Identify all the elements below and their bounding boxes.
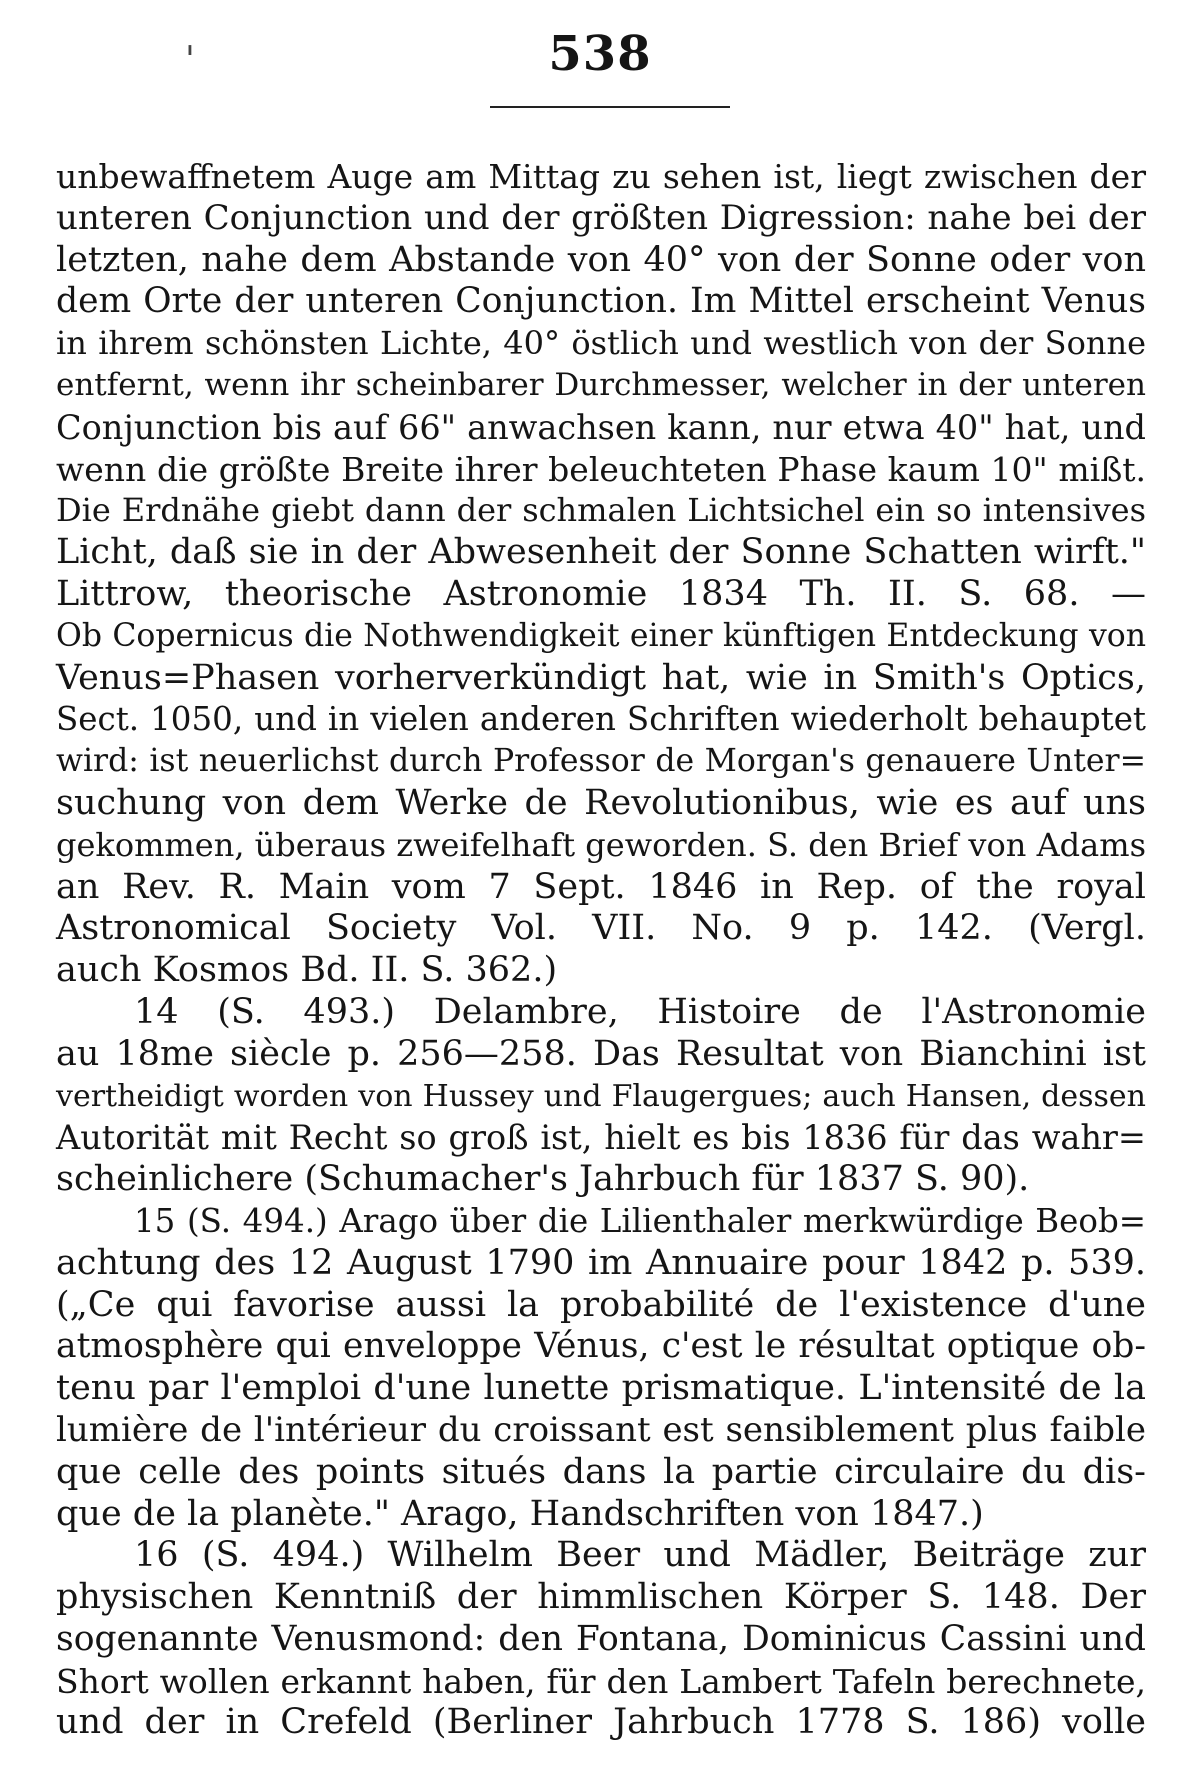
page-number: 538 — [548, 26, 652, 82]
text-line: Venus=Phasen vorherverkündigt hat, wie in Smith's Optics, — [56, 657, 1146, 698]
text-line: lumière de l'intérieur du croissant est sensiblement plus faible — [56, 1409, 1146, 1450]
text-line: sogenannte Venusmond: den Fontana, Dominicus Cassini und — [56, 1618, 1146, 1659]
text-line: Ob Copernicus die Nothwendigkeit einer künftigen Entdeckung von — [56, 617, 1146, 654]
text-line: in ihrem schönsten Lichte, 40° östlich und westlich von der Sonne — [56, 324, 1146, 363]
text-line: dem Orte der unteren Conjunction. Im Mittel erscheint Venus — [56, 281, 1146, 322]
text-line: auch Kosmos Bd. II. S. 362.) — [56, 950, 558, 991]
text-line: suchung von dem Werke de Revolutionibus, wie es auf uns — [56, 782, 1146, 823]
footnote-text — [56, 156, 1146, 1744]
text-line: an Rev. R. Main vom 7 Sept. 1846 in Rep. of the royal — [56, 866, 1146, 907]
text-line: scheinlichere (Schumacher's Jahrbuch für 1837 S. 90). — [56, 1159, 1030, 1200]
stray-mark: ' — [185, 40, 195, 81]
text-line: und der in Crefeld (Berliner Jahrbuch 1778 S. 186) volle — [56, 1702, 1146, 1743]
text-line: Licht, daß sie in der Abwesenheit der Sonne Schatten wirft." — [56, 532, 1146, 573]
footnote-14-start: 14 (S. 493.) Delambre, Histoire de l'Astronomie — [134, 991, 1146, 1032]
text-line: Short wollen erkannt haben, für den Lambert Tafeln berechnete, — [56, 1661, 1146, 1701]
text-line: („Ce qui favorise aussi la probabilité de l'existence d'une — [56, 1284, 1146, 1325]
text-line: Sect. 1050, und in vielen anderen Schriften wiederholt behauptet — [56, 700, 1146, 739]
text-line: wenn die größte Breite ihrer beleuchteten Phase kaum 10" mißt. — [56, 449, 1146, 489]
text-line: gekommen, überaus zweifelhaft geworden. S. den Brief von Adams — [56, 825, 1146, 864]
text-line: vertheidigt worden von Hussey und Flaugergues; auch Hansen, dessen — [56, 1078, 1146, 1114]
text-line: atmosphère qui enveloppe Vénus, c'est le résultat optique ob- — [56, 1326, 1146, 1367]
text-line: entfernt, wenn ihr scheinbarer Durchmesser, welcher in der unteren — [56, 366, 1146, 403]
text-line: Die Erdnähe giebt dann der schmalen Lichtsichel ein so intensives — [56, 491, 1146, 530]
text-line: unbewaffnetem Auge am Mittag zu sehen ist, liegt zwischen der — [56, 157, 1146, 196]
text-line: letzten, nahe dem Abstande von 40° von der Sonne oder von — [56, 239, 1146, 280]
text-line: au 18me siècle p. 256—258. Das Resultat von Bianchini ist — [56, 1033, 1146, 1074]
text-line: Astronomical Society Vol. VII. No. 9 p. 142. (Vergl. — [56, 908, 1146, 949]
header-rule — [490, 106, 730, 108]
text-line: que celle des points situés dans la partie circulaire du dis- — [56, 1451, 1146, 1492]
text-line: Conjunction bis auf 66" anwachsen kann, nur etwa 40" hat, und — [56, 407, 1146, 447]
text-line: wird: ist neuerlichst durch Professor de Morgan's genauere Unter= — [56, 743, 1146, 780]
footnote-16-start: 16 (S. 494.) Wilhelm Beer und Mädler, Beiträge zur — [134, 1535, 1146, 1576]
text-line: Autorität mit Recht so groß ist, hielt es bis 1836 für das wahr= — [56, 1118, 1146, 1158]
text-line: tenu par l'emploi d'une lunette prismatique. L'intensité de la — [56, 1368, 1146, 1409]
text-line: unteren Conjunction und der größten Digression: nahe bei der — [56, 197, 1146, 238]
footnote-15-start: 15 (S. 494.) Arago über die Lilienthaler merkwürdige Beob= — [134, 1201, 1146, 1240]
text-line: Littrow, theorische Astronomie 1834 Th. II. S. 68. — — [56, 573, 1146, 614]
text-line: physischen Kenntniß der himmlischen Körper S. 148. Der — [56, 1577, 1146, 1618]
text-line: que de la planète." Arago, Handschriften von 1847.) — [56, 1493, 984, 1534]
text-line: achtung des 12 August 1790 im Annuaire pour 1842 p. 539. — [56, 1242, 1146, 1283]
